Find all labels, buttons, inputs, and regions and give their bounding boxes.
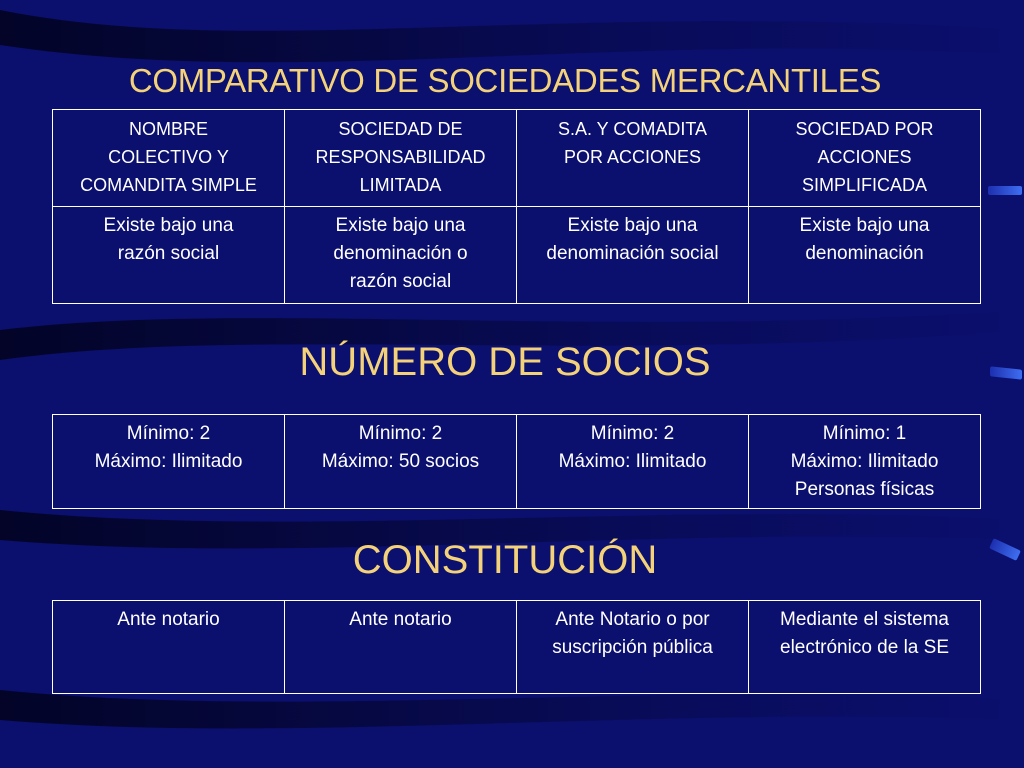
table-row — [53, 415, 981, 509]
constitution-table — [52, 600, 981, 694]
table-cell: Existe bajo una denominación social — [517, 207, 749, 304]
table-row — [53, 601, 981, 694]
table-cell: Mínimo: 2 Máximo: Ilimitado — [517, 415, 749, 509]
table-cell: Ante notario — [285, 601, 517, 694]
table-cell: Mínimo: 1 Máximo: Ilimitado Personas físicas — [749, 415, 981, 509]
table-cell: Ante Notario o por suscripción pública — [517, 601, 749, 694]
table-cell: Mínimo: 2 Máximo: 50 socios — [285, 415, 517, 509]
table-cell: Ante notario — [53, 601, 285, 694]
header-cell: SOCIEDAD DE RESPONSABILIDAD LIMITADA — [285, 110, 517, 207]
section-title-constitucion: CONSTITUCIÓN — [352, 538, 658, 582]
table-cell: Existe bajo una denominación — [749, 207, 981, 304]
slide-title: COMPARATIVO DE SOCIEDADES MERCANTILES — [128, 62, 882, 99]
table-cell: Existe bajo una denominación o razón social — [285, 207, 517, 304]
table-header-row — [53, 110, 981, 207]
decorative-bar — [988, 186, 1022, 195]
partners-table — [52, 414, 981, 509]
companies-comparison-table — [52, 109, 981, 304]
header-cell: NOMBRE COLECTIVO Y COMANDITA SIMPLE — [53, 110, 285, 207]
header-cell: SOCIEDAD POR ACCIONES SIMPLIFICADA — [749, 110, 981, 207]
section-title-socios: NÚMERO DE SOCIOS — [299, 340, 711, 384]
table-cell: Mediante el sistema electrónico de la SE — [749, 601, 981, 694]
header-cell: S.A. Y COMADITA POR ACCIONES — [517, 110, 749, 207]
table-row — [53, 207, 981, 304]
table-cell: Existe bajo una razón social — [53, 207, 285, 304]
table-cell: Mínimo: 2 Máximo: Ilimitado — [53, 415, 285, 509]
